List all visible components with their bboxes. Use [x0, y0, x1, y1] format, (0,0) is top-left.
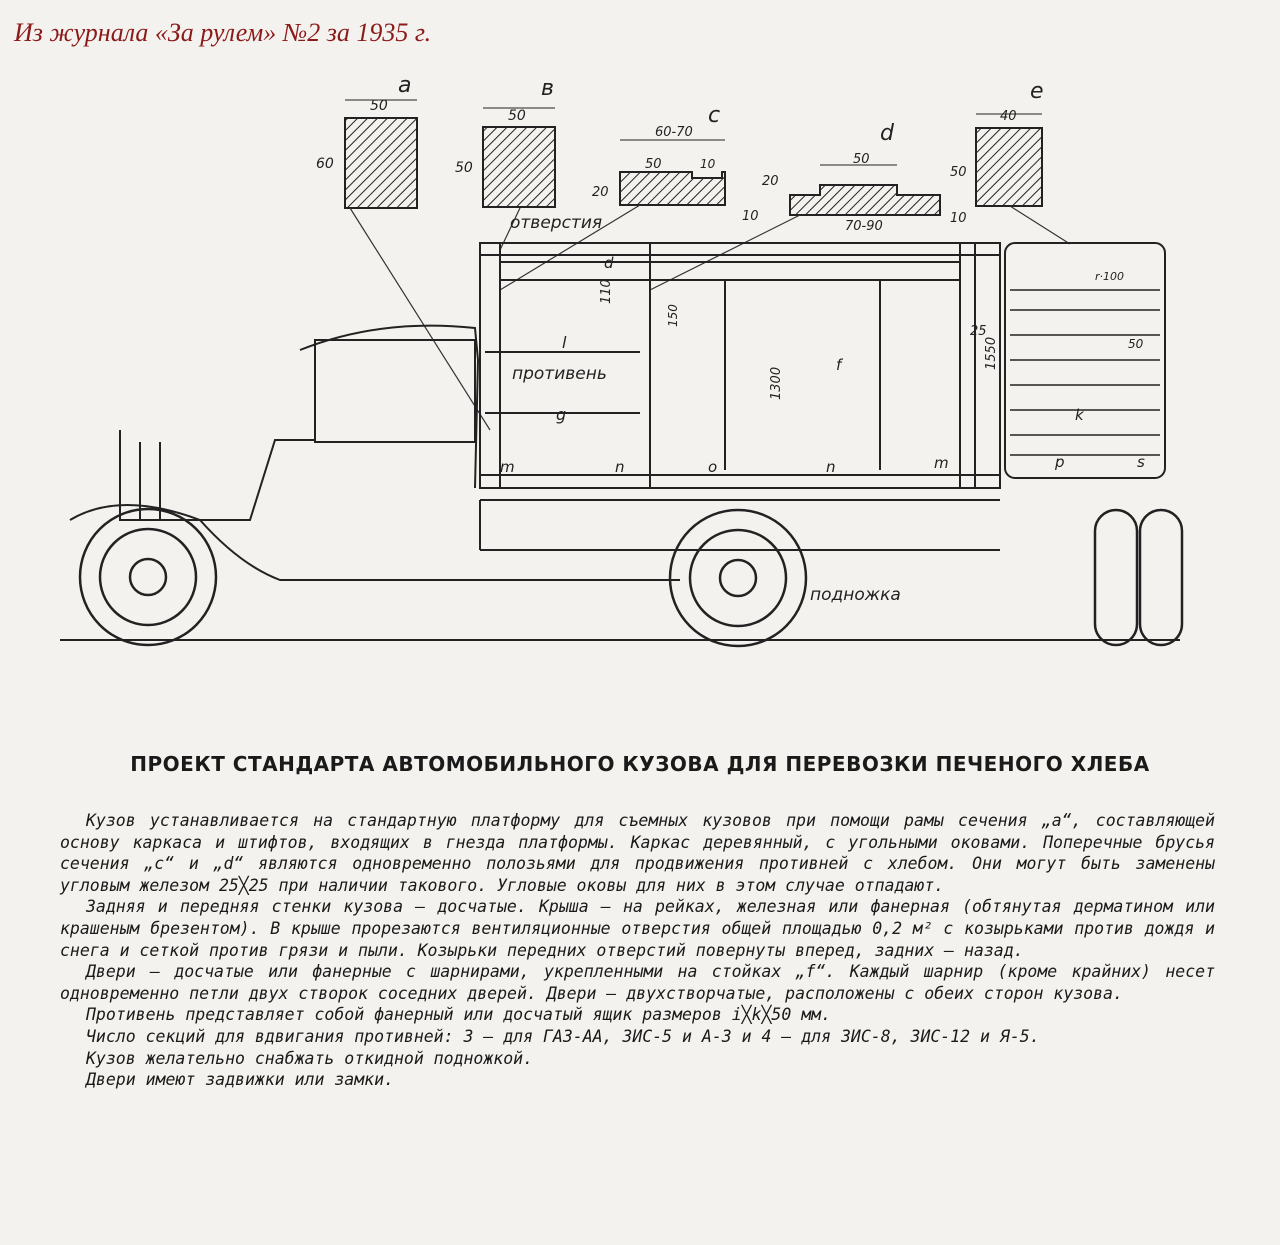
section-e-width: 40: [1000, 109, 1017, 124]
section-c-letter: c: [708, 103, 721, 128]
label-1300: 1300: [769, 366, 784, 400]
section-a-letter: a: [398, 73, 412, 98]
rear-wheel: [670, 510, 806, 646]
label-m1: m: [500, 458, 515, 476]
section-c: [592, 103, 759, 224]
paragraph: Задняя и передняя стенки кузова — досчатые. Крыша — на рейках, железная или фанерная (обтянутая дерматином или крашеным брезентом). В крыше прорезаются вентиляционные отверстия общей площадью 0,2 м² с козырьками против дождя и снега и сеткой против грязи и пыли. Козырьки передних отверстий повернуты вперед, задних — назад.: [60, 897, 1215, 960]
label-s: s: [1137, 453, 1145, 471]
label-openings: отверстия: [510, 213, 603, 233]
section-d-width: 50: [853, 152, 870, 167]
label-50: 50: [1128, 337, 1144, 351]
paragraph: Кузов желательно снабжать откидной подножкой.: [86, 1048, 534, 1068]
label-footstep: подножка: [810, 585, 901, 605]
label-k: k: [1075, 406, 1084, 424]
section-d-height: 20: [762, 174, 779, 189]
label-o: o: [708, 458, 718, 476]
section-c-overall: 60-70: [655, 125, 693, 140]
paragraph: Двери — досчатые или фанерные с шарнирами, укрепленными на стойках „f“. Каждый шарнир (кроме крайних) несет одновременно петли двух створок соседних дверей. Двери — двухстворчатые, расположены с обеих сторон кузова.: [60, 962, 1215, 1003]
section-e: [950, 79, 1044, 206]
front-wheel: [80, 509, 216, 645]
paragraph: Кузов устанавливается на стандартную платформу для съемных кузовов при помощи рамы сечения „а“, составляющей основу каркаса и штифтов, входящих в гнезда платформы. Каркас деревянный, с угольными оковами. Поперечные брусья сечения „с“ и „d“ являются одновременно полозьями для продвижения противней с хлебом. Они могут быть заменены угловым железом 25╳25 при наличии такового. Угловые оковы для них в этом случае отпадают.: [60, 811, 1215, 895]
section-a: [316, 73, 417, 208]
section-c-bottom: 10: [742, 209, 759, 224]
section-a-width: 50: [370, 98, 388, 114]
section-b-width: 50: [508, 108, 526, 124]
section-d: [762, 121, 967, 234]
label-p: p: [1055, 453, 1065, 471]
label-d: d: [604, 254, 614, 272]
document-title: ПРОЕКТ СТАНДАРТА АВТОМОБИЛЬНОГО КУЗОВА ДЛЯ ПЕРЕВОЗКИ ПЕЧЕНОГО ХЛЕБА: [130, 752, 1150, 776]
label-150: 150: [666, 304, 680, 327]
section-e-height: 50: [950, 165, 967, 180]
paragraph: Противень представляет собой фанерный или досчатый ящик размеров i╳k╳50 мм.: [86, 1005, 832, 1025]
label-n1: n: [615, 458, 625, 476]
dual-rear-wheels: [1095, 510, 1182, 645]
label-110: 110: [599, 279, 614, 304]
section-d-bottom: 10: [950, 211, 967, 226]
section-e-letter: e: [1030, 79, 1044, 104]
section-c-height: 20: [592, 185, 609, 200]
label-f: f: [836, 356, 842, 374]
section-a-height: 60: [316, 156, 334, 172]
body-text: [60, 810, 1215, 1091]
label-tray: противень: [512, 364, 607, 384]
section-b-letter: в: [541, 76, 554, 101]
label-g: g: [556, 405, 567, 424]
paragraph: Число секций для вдвигания противней: 3 — для ГАЗ-АА, ЗИС-5 и А-3 и 4 — для ЗИС-8, ЗИС-12 и Я-5.: [86, 1026, 1040, 1046]
paragraph: Двери имеют задвижки или замки.: [86, 1070, 394, 1090]
section-d-overall: 70-90: [845, 219, 883, 234]
section-c-width: 50: [645, 157, 662, 172]
label-n2: n: [826, 458, 836, 476]
label-l: l: [562, 333, 567, 352]
section-b: [455, 76, 555, 207]
section-d-letter: d: [880, 121, 894, 146]
section-b-height: 50: [455, 160, 473, 176]
label-1550: 1550: [984, 336, 999, 370]
truck-cab: [60, 326, 1180, 640]
label-m2: m: [934, 454, 949, 472]
source-caption: Из журнала «За рулем» №2 за 1935 г.: [14, 18, 432, 47]
section-c-notch: 10: [700, 157, 716, 171]
label-25: 25: [970, 324, 987, 339]
label-r100: r·100: [1095, 270, 1125, 283]
